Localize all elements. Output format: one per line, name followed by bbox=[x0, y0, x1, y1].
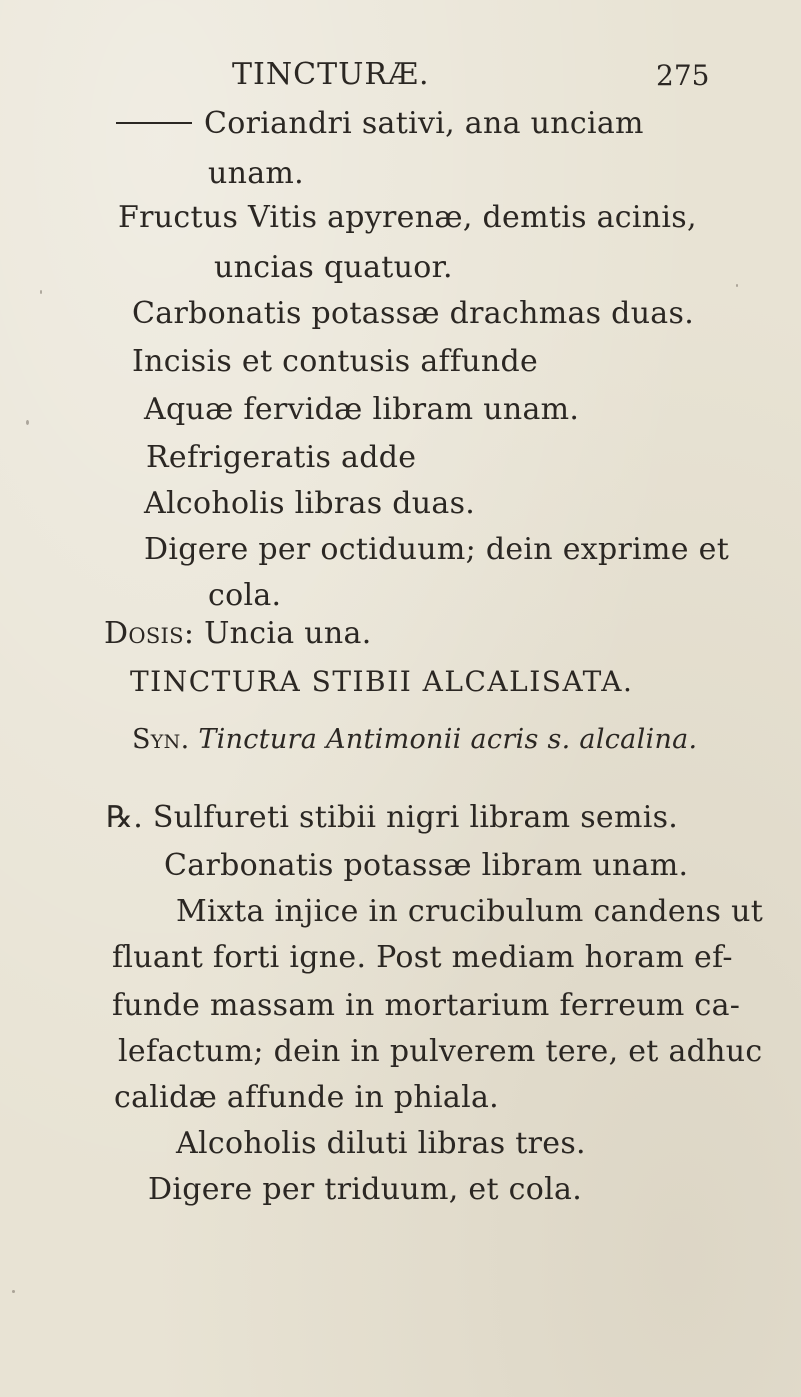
dose-label: Dosis bbox=[104, 616, 184, 651]
recipe-line: Incisis et contusis affunde bbox=[132, 344, 539, 379]
recipe-line: Carbonatis potassæ drachmas duas. bbox=[132, 296, 695, 331]
ditto-dash bbox=[116, 122, 192, 124]
running-head-title: TINCTURÆ. bbox=[232, 57, 430, 92]
recipe-line: ℞. Sulfureti stibii nigri libram semis. bbox=[106, 800, 679, 835]
paper-speck bbox=[26, 420, 29, 425]
paper-speck bbox=[12, 1290, 15, 1293]
paper-speck bbox=[736, 284, 738, 287]
dose-value: : Uncia una. bbox=[183, 616, 372, 651]
recipe-line: cola. bbox=[208, 578, 282, 613]
section-title: TINCTURA STIBII ALCALISATA. bbox=[130, 665, 634, 698]
recipe-line: Digere per octiduum; dein exprime et bbox=[144, 532, 730, 567]
recipe-line: Alcoholis diluti libras tres. bbox=[176, 1126, 586, 1161]
recipe-line: Mixta injice in crucibulum candens ut bbox=[176, 894, 764, 929]
recipe-line: lefactum; dein in pulverem tere, et adhuc bbox=[118, 1034, 763, 1069]
recipe-line: Aquæ fervidæ libram unam. bbox=[144, 392, 580, 427]
page-number: 275 bbox=[656, 59, 710, 92]
recipe-line: uncias quatuor. bbox=[214, 250, 453, 285]
recipe-line: Coriandri sativi, ana unciam bbox=[116, 106, 644, 142]
recipe-line: Digere per triduum, et cola. bbox=[148, 1172, 583, 1207]
recipe-line: fluant forti igne. Post mediam horam ef- bbox=[112, 940, 733, 975]
synonym-line bbox=[132, 722, 697, 758]
dose-line bbox=[104, 616, 372, 652]
recipe-mark: ℞. bbox=[106, 800, 144, 835]
recipe-line: funde massam in mortarium ferreum ca- bbox=[112, 988, 741, 1023]
recipe-line: Carbonatis potassæ libram unam. bbox=[164, 848, 689, 883]
recipe-line: unam. bbox=[208, 156, 305, 191]
synonym-label: Syn. bbox=[132, 724, 190, 755]
paper-speck bbox=[40, 290, 42, 294]
recipe-line: Refrigeratis adde bbox=[146, 440, 417, 475]
synonym-text: Tinctura Antimonii acris s. alcalina. bbox=[198, 724, 698, 755]
recipe-line: Alcoholis libras duas. bbox=[144, 486, 476, 521]
recipe-line: Fructus Vitis apyrenæ, demtis acinis, bbox=[118, 200, 697, 235]
recipe-line: calidæ affunde in phiala. bbox=[114, 1080, 500, 1115]
